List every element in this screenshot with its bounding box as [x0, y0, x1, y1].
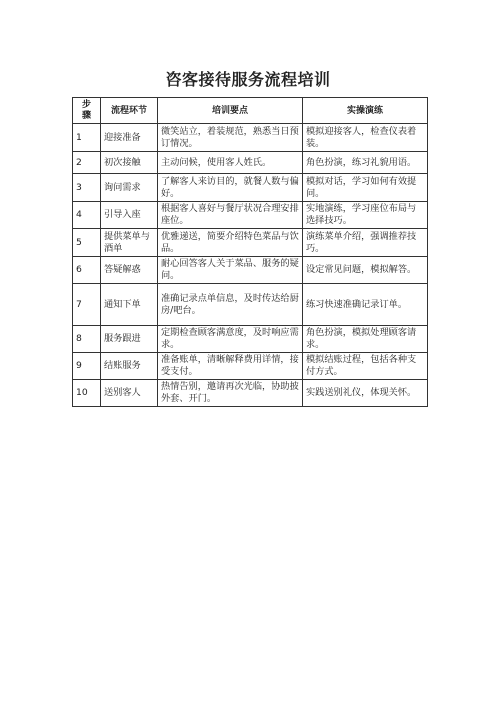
practice-cell: 角色扮演，模拟处理顾客请求。	[303, 326, 428, 353]
points-cell: 优雅递送，简要介绍特色菜品与饮品。	[158, 229, 303, 257]
points-cell: 主动问候，使用客人姓氏。	[158, 152, 303, 174]
step-cell: 9	[73, 353, 101, 380]
stage-cell: 送别客人	[101, 380, 158, 407]
step-cell: 3	[73, 174, 101, 202]
practice-cell: 模拟对话，学习如何有效提问。	[303, 174, 428, 202]
stage-cell: 询问需求	[101, 174, 158, 202]
header-points: 培训要点	[158, 98, 303, 124]
stage-cell: 答疑解惑	[101, 257, 158, 284]
points-cell: 定期检查顾客满意度，及时响应需求。	[158, 326, 303, 353]
table-row	[73, 257, 428, 284]
header-practice: 实操演练	[303, 98, 428, 124]
points-cell: 准确记录点单信息，及时传达给厨房/吧台。	[158, 284, 303, 326]
practice-cell: 模拟迎接客人，检查仪表着装。	[303, 124, 428, 152]
table-row	[73, 380, 428, 407]
table-row	[73, 326, 428, 353]
points-cell: 了解客人来访目的，就餐人数与偏好。	[158, 174, 303, 202]
points-cell: 根据客人喜好与餐厅状况合理安排座位。	[158, 202, 303, 229]
table-row	[73, 229, 428, 257]
practice-cell: 演练菜单介绍，强调推荐技巧。	[303, 229, 428, 257]
stage-cell: 提供菜单与酒单	[101, 229, 158, 257]
stage-cell: 迎接准备	[101, 124, 158, 152]
points-cell: 微笑站立，着装规范，熟悉当日预订情况。	[158, 124, 303, 152]
practice-cell: 模拟结账过程，包括各种支付方式。	[303, 353, 428, 380]
table-row	[73, 174, 428, 202]
table-row	[73, 152, 428, 174]
stage-cell: 初次接触	[101, 152, 158, 174]
step-cell: 2	[73, 152, 101, 174]
table-header-row	[73, 98, 428, 124]
stage-cell: 通知下单	[101, 284, 158, 326]
practice-cell: 实地演练，学习座位布局与选择技巧。	[303, 202, 428, 229]
stage-cell: 结账服务	[101, 353, 158, 380]
table-row	[73, 353, 428, 380]
practice-cell: 练习快速准确记录订单。	[303, 284, 428, 326]
step-cell: 8	[73, 326, 101, 353]
header-step: 步 骤	[73, 98, 101, 124]
points-cell: 准备账单，清晰解释费用详情，接受支付。	[158, 353, 303, 380]
stage-cell: 引导入座	[101, 202, 158, 229]
step-cell: 4	[73, 202, 101, 229]
training-table	[72, 97, 428, 407]
step-cell: 5	[73, 229, 101, 257]
page-title: 咨客接待服务流程培训	[165, 70, 331, 89]
table-row	[73, 124, 428, 152]
header-stage: 流程环节	[101, 98, 158, 124]
step-cell: 7	[73, 284, 101, 326]
points-cell: 耐心回答客人关于菜品、服务的疑问。	[158, 257, 303, 284]
step-cell: 6	[73, 257, 101, 284]
practice-cell: 角色扮演，练习礼貌用语。	[303, 152, 428, 174]
table-row	[73, 202, 428, 229]
practice-cell: 设定常见问题，模拟解答。	[303, 257, 428, 284]
practice-cell: 实践送别礼仪，体现关怀。	[303, 380, 428, 407]
table-row	[73, 284, 428, 326]
step-cell: 1	[73, 124, 101, 152]
stage-cell: 服务跟进	[101, 326, 158, 353]
step-cell: 10	[73, 380, 101, 407]
points-cell: 热情告别，邀请再次光临，协助披外套、开门。	[158, 380, 303, 407]
